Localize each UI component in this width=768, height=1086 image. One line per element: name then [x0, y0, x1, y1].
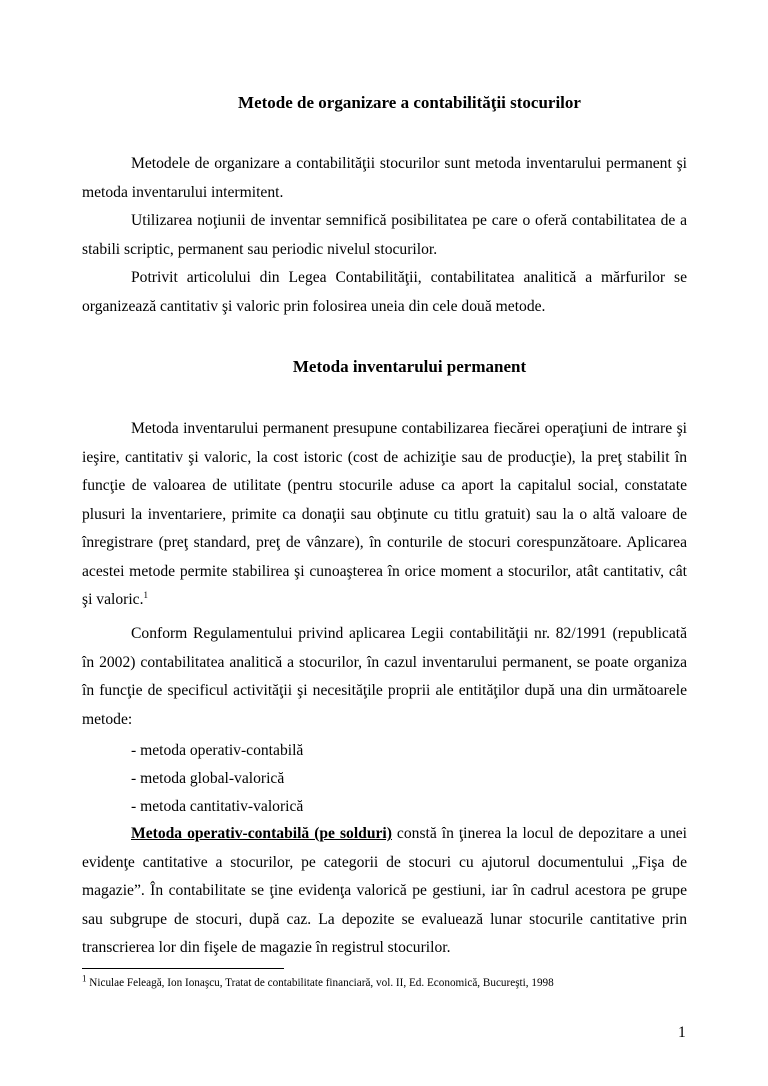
list-item: - metoda global-valorică [131, 770, 285, 787]
footnote-ref: 1 [143, 589, 148, 600]
paragraph [82, 415, 687, 615]
section-heading: Metoda inventarului permanent [292, 357, 527, 376]
list-item: - metoda operativ-contabilă [131, 742, 304, 759]
page-number: 1 [678, 1024, 686, 1041]
paragraph: Utilizarea noţiunii de inventar semnifică posibilitatea pe care o oferă contabilitatea de a stabili scriptic, permanent sau periodic nivelul stocurilor. [82, 212, 687, 258]
paragraph-text: constă în ţinerea la locul de depozitare a unei evidenţe cantitative a stocurilor, pe categorii de stocuri cu ajutorul documentului „Fişa de magazie”. În contabilitate se ţine evidenţa valorică pe gestiuni, iar în cadrul acestora pe grupe sau subgrupe de stocuri, după caz. La depozite se evaluează lunar stocurile cantitative prin transcrierea lor din fişele de magazie în registrul stocurilor. [82, 825, 687, 956]
footnote-number: 1 [82, 973, 87, 984]
paragraph-text: Metoda inventarului permanent presupune contabilizarea fiecărei operaţiuni de intrare şi ieşire, cantitativ şi valoric, la cost istoric (cost de achiziţie sau de producţie), la preţ stabilit în funcţie de valoarea de utilitate (pentru stocurile aduse ca aport la capitalul social, constatate plusuri la inventariere, primite ca donaţii sau obţinute cu titlu gratuit) sau la o altă valoare de înregistrare (preţ standard, preţ de vânzare), în conturile de stocuri corespunzătoare. Aplicarea acestei metode permite stabilirea şi cunoaşterea în orice moment a stocurilor, atât cantitativ, cât şi valoric. [82, 420, 687, 608]
paragraph: Potrivit articolului din Legea Contabilităţii, contabilitatea analitică a mărfurilor se organizează cantitativ şi valoric prin folosirea uneia din cele două metode. [82, 269, 687, 315]
list-item: - metoda cantitativ-valorică [131, 798, 304, 815]
paragraph [82, 820, 687, 963]
footnote-separator [82, 968, 284, 969]
footnote [82, 973, 554, 989]
footnote-text: Niculae Feleagă, Ion Ionaşcu, Tratat de contabilitate financiară, vol. II, Ed. Economică, Bucureşti, 1998 [86, 977, 554, 989]
section-heading: Metode de organizare a contabilităţii stocurilor [238, 93, 581, 112]
paragraph: Metodele de organizare a contabilităţii stocurilor sunt metoda inventarului permanent şi metoda inventarului intermitent. [82, 155, 687, 201]
paragraph: Conform Regulamentului privind aplicarea Legii contabilităţii nr. 82/1991 (republicată în 2002) contabilitatea analitică a stocurilor, în cazul inventarului permanent, se poate organiza în funcţie de specificul activităţii şi necesităţile proprii ale entităţilor după una din următoarele metode: [82, 625, 687, 728]
method-term: Metoda operativ-contabilă (pe solduri) [131, 825, 392, 842]
